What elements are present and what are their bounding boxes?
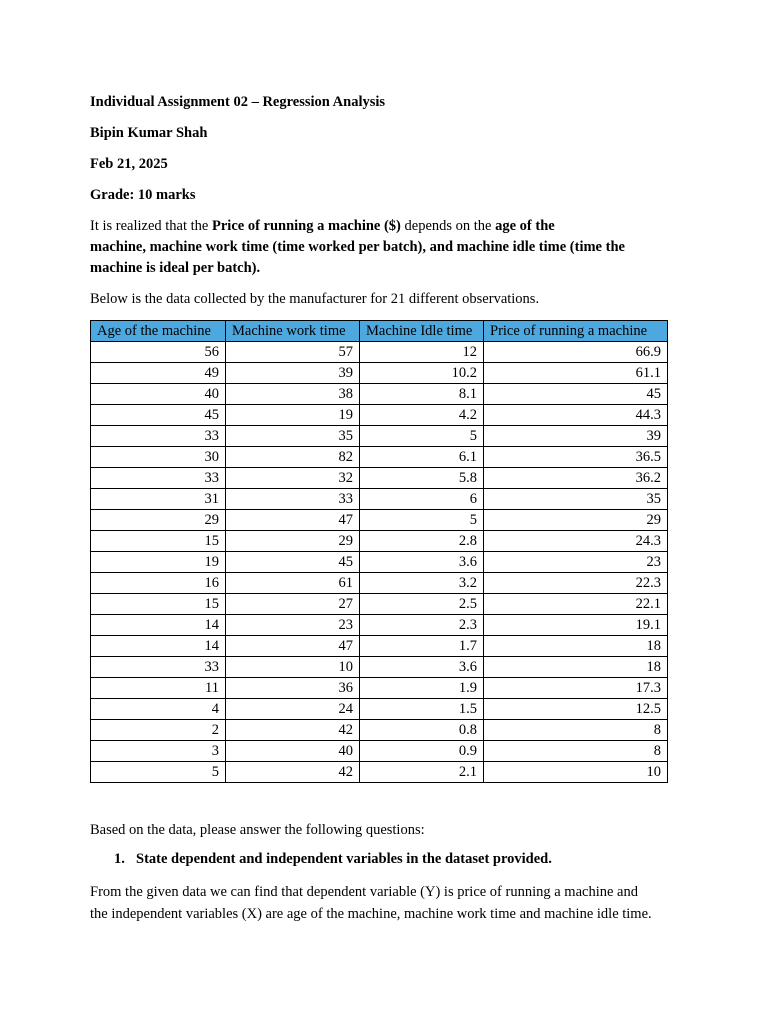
cell-work-time: 19 — [226, 405, 360, 426]
cell-age: 33 — [91, 657, 226, 678]
cell-idle-time: 5 — [360, 426, 484, 447]
header-price: Price of running a machine — [484, 321, 668, 342]
cell-age: 5 — [91, 762, 226, 783]
cell-idle-time: 10.2 — [360, 363, 484, 384]
cell-price: 45 — [484, 384, 668, 405]
cell-price: 12.5 — [484, 699, 668, 720]
intro-paragraph — [90, 216, 690, 279]
cell-age: 14 — [91, 636, 226, 657]
data-table — [90, 320, 668, 783]
cell-price: 36.2 — [484, 468, 668, 489]
cell-idle-time: 0.8 — [360, 720, 484, 741]
cell-price: 18 — [484, 657, 668, 678]
cell-work-time: 61 — [226, 573, 360, 594]
cell-work-time: 47 — [226, 510, 360, 531]
question-1-text: State dependent and independent variables in the dataset provided. — [136, 851, 552, 867]
cell-age: 45 — [91, 405, 226, 426]
cell-work-time: 27 — [226, 594, 360, 615]
cell-idle-time: 2.1 — [360, 762, 484, 783]
data-description: Below is the data collected by the manufacturer for 21 different observations. — [90, 291, 540, 307]
cell-age: 3 — [91, 741, 226, 762]
cell-work-time: 39 — [226, 363, 360, 384]
cell-work-time: 33 — [226, 489, 360, 510]
cell-work-time: 38 — [226, 384, 360, 405]
cell-age: 33 — [91, 426, 226, 447]
cell-price: 35 — [484, 489, 668, 510]
intro-text-d: age of the — [495, 218, 555, 234]
cell-idle-time: 1.7 — [360, 636, 484, 657]
questions-lead: Based on the data, please answer the following questions: — [90, 822, 425, 838]
cell-age: 19 — [91, 552, 226, 573]
header-age: Age of the machine — [91, 321, 226, 342]
assignment-title: Individual Assignment 02 – Regression Analysis — [90, 94, 386, 110]
cell-age: 31 — [91, 489, 226, 510]
table-header-row — [91, 321, 668, 342]
cell-age: 56 — [91, 342, 226, 363]
assignment-date: Feb 21, 2025 — [90, 156, 168, 172]
header-work-time: Machine work time — [226, 321, 360, 342]
cell-age: 11 — [91, 678, 226, 699]
answer-1 — [90, 881, 690, 925]
cell-idle-time: 0.9 — [360, 741, 484, 762]
cell-idle-time: 2.3 — [360, 615, 484, 636]
table-row — [91, 510, 668, 531]
table-row — [91, 720, 668, 741]
cell-work-time: 45 — [226, 552, 360, 573]
table-row — [91, 489, 668, 510]
cell-price: 8 — [484, 741, 668, 762]
cell-idle-time: 2.5 — [360, 594, 484, 615]
table-row — [91, 447, 668, 468]
cell-age: 15 — [91, 531, 226, 552]
cell-price: 22.3 — [484, 573, 668, 594]
cell-price: 29 — [484, 510, 668, 531]
cell-price: 39 — [484, 426, 668, 447]
cell-price: 22.1 — [484, 594, 668, 615]
table-row — [91, 657, 668, 678]
table-row — [91, 531, 668, 552]
cell-price: 17.3 — [484, 678, 668, 699]
table-row — [91, 594, 668, 615]
table-row — [91, 678, 668, 699]
cell-work-time: 40 — [226, 741, 360, 762]
cell-price: 61.1 — [484, 363, 668, 384]
cell-age: 40 — [91, 384, 226, 405]
question-1-number: 1. — [114, 851, 125, 867]
cell-idle-time: 5 — [360, 510, 484, 531]
cell-idle-time: 5.8 — [360, 468, 484, 489]
table-row — [91, 573, 668, 594]
cell-price: 24.3 — [484, 531, 668, 552]
table-row — [91, 363, 668, 384]
table-row — [91, 552, 668, 573]
cell-work-time: 10 — [226, 657, 360, 678]
table-row — [91, 741, 668, 762]
cell-age: 33 — [91, 468, 226, 489]
cell-age: 2 — [91, 720, 226, 741]
table-row — [91, 426, 668, 447]
cell-idle-time: 4.2 — [360, 405, 484, 426]
cell-work-time: 23 — [226, 615, 360, 636]
cell-price: 19.1 — [484, 615, 668, 636]
cell-work-time: 42 — [226, 762, 360, 783]
answer-line-1: From the given data we can find that dependent variable (Y) is price of running a machine and — [90, 884, 638, 900]
table-row — [91, 468, 668, 489]
cell-age: 14 — [91, 615, 226, 636]
cell-work-time: 47 — [226, 636, 360, 657]
cell-age: 30 — [91, 447, 226, 468]
table-row — [91, 405, 668, 426]
table-row — [91, 384, 668, 405]
cell-age: 4 — [91, 699, 226, 720]
cell-work-time: 57 — [226, 342, 360, 363]
cell-idle-time: 1.9 — [360, 678, 484, 699]
cell-idle-time: 6.1 — [360, 447, 484, 468]
cell-price: 36.5 — [484, 447, 668, 468]
cell-idle-time: 3.2 — [360, 573, 484, 594]
cell-idle-time: 3.6 — [360, 657, 484, 678]
cell-age: 16 — [91, 573, 226, 594]
cell-idle-time: 12 — [360, 342, 484, 363]
cell-price: 44.3 — [484, 405, 668, 426]
cell-work-time: 32 — [226, 468, 360, 489]
cell-idle-time: 6 — [360, 489, 484, 510]
cell-work-time: 35 — [226, 426, 360, 447]
cell-price: 18 — [484, 636, 668, 657]
cell-work-time: 42 — [226, 720, 360, 741]
cell-price: 10 — [484, 762, 668, 783]
cell-idle-time: 8.1 — [360, 384, 484, 405]
intro-line-1 — [90, 216, 690, 237]
cell-age: 49 — [91, 363, 226, 384]
cell-price: 8 — [484, 720, 668, 741]
cell-age: 15 — [91, 594, 226, 615]
table-row — [91, 636, 668, 657]
table-row — [91, 699, 668, 720]
cell-idle-time: 3.6 — [360, 552, 484, 573]
grade-line: Grade: 10 marks — [90, 187, 196, 203]
question-1 — [114, 851, 552, 868]
intro-text-a: It is realized that the — [90, 218, 212, 234]
table-row — [91, 615, 668, 636]
cell-price: 23 — [484, 552, 668, 573]
cell-work-time: 29 — [226, 531, 360, 552]
header-idle-time: Machine Idle time — [360, 321, 484, 342]
cell-price: 66.9 — [484, 342, 668, 363]
cell-work-time: 24 — [226, 699, 360, 720]
author-name: Bipin Kumar Shah — [90, 125, 208, 141]
table-body — [91, 342, 668, 783]
table-row — [91, 342, 668, 363]
cell-work-time: 36 — [226, 678, 360, 699]
cell-idle-time: 1.5 — [360, 699, 484, 720]
answer-line-2: the independent variables (X) are age of the machine, machine work time and machine idle time. — [90, 906, 652, 922]
table-row — [91, 762, 668, 783]
intro-text-c: depends on the — [400, 218, 496, 234]
intro-text-b: Price of running a machine ($) — [212, 218, 401, 234]
intro-line-2: machine, machine work time (time worked per batch), and machine idle time (time the — [90, 239, 625, 255]
intro-line-3: machine is ideal per batch). — [90, 260, 261, 276]
cell-idle-time: 2.8 — [360, 531, 484, 552]
cell-age: 29 — [91, 510, 226, 531]
cell-work-time: 82 — [226, 447, 360, 468]
